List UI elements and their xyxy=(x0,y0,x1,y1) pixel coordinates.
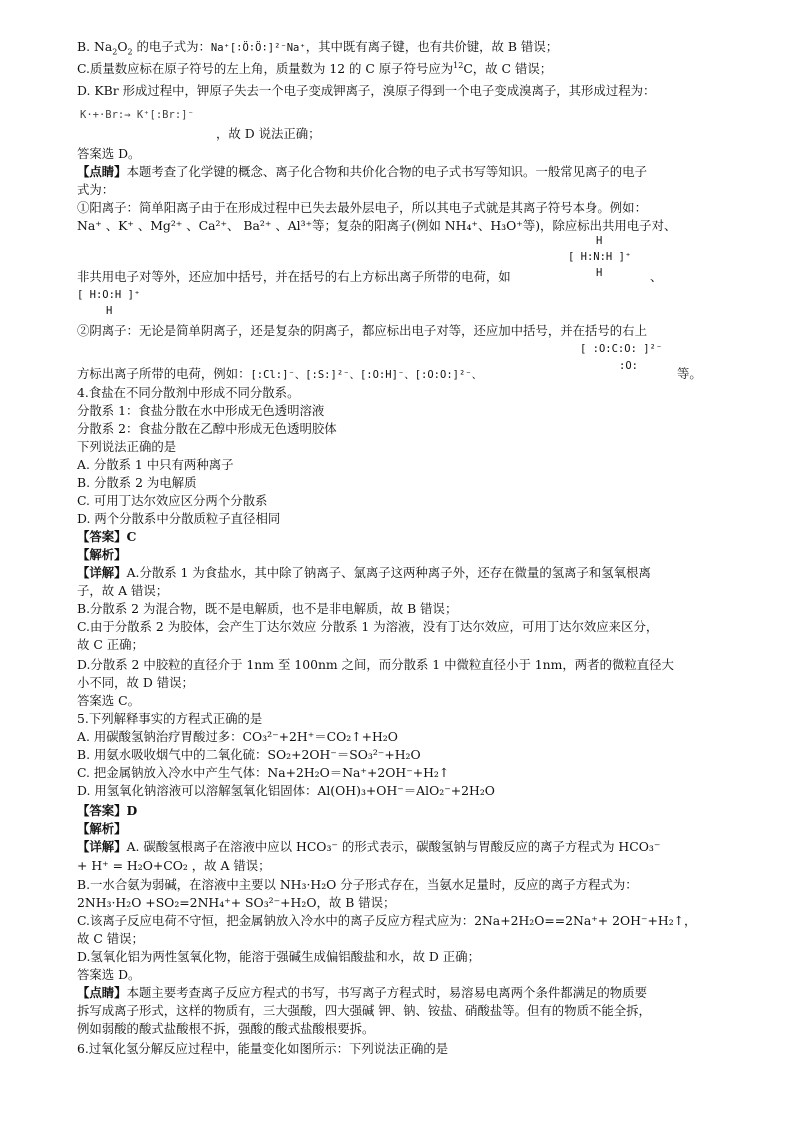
q3-option-b-line: B. $Na_2O_2$ 的电子式为：Na⁺[∶Ö∶Ö∶]²⁻Na⁺，其中既有离子键，也有共价键，故 B 错误； xyxy=(77,39,559,57)
q5-option-a: A. 用碳酸氢钠治疗胃酸过多：CO₃²⁻+2H⁺＝CO₂↑+H₂O xyxy=(77,729,398,744)
anion-examples: [:Cl:]⁻、[:S:]²⁻、[:O:H]⁻、[:O:O:]²⁻、 xyxy=(250,369,483,381)
q4-analysis-label: 【解析】 xyxy=(77,547,127,562)
q5-note-3: 例如弱酸的酸式盐酸根不拆，强酸的酸式盐酸根要拆。 xyxy=(77,1021,375,1036)
q4-detail-2: B.分散系 2 为混合物，既不是电解质，也不是非电解质，故 B 错误； xyxy=(77,601,458,616)
cation-line-3: 非共用电子对等外，还应加中括号，并在括号的右上方标出离子所带的电荷，如 xyxy=(77,269,511,284)
h3o-bottom: H xyxy=(106,305,113,317)
q5-note-1: 【点睛】本题主要考查离子反应方程式的书写，书写离子方程式时，易溶易电离两个条件都满足的物质要 xyxy=(77,985,647,1000)
co3-bottom: :O: xyxy=(619,360,638,372)
q4-answer: 【答案】C xyxy=(77,529,137,544)
q4-detail-4b: 小不同，故 D 错误； xyxy=(77,675,194,690)
nh4-formula: [ H:N:H ]⁺ xyxy=(568,251,632,263)
q3-option-c-line: C.质量数应标在原子符号的左上角，质量数为 12 的 C 原子符号应为$^{12}$C，故 C 错误； xyxy=(77,60,553,76)
q5-detail-3b: 故 C 错误； xyxy=(77,931,144,946)
q4-stem: 4.食盐在不同分散剂中形成不同分散系。 xyxy=(77,385,300,400)
q6-stem: 6.过氧化氢分解反应过程中，能量变化如图所示：下列说法正确的是 xyxy=(77,1041,449,1056)
q4-detail-1b: 子，故 A 错误； xyxy=(77,583,169,598)
q4-ask: 下列说法正确的是 xyxy=(77,439,177,454)
q4-option-d: D. 两个分散系中分散质粒子直径相同 xyxy=(77,511,281,526)
kbr-formation-formula: K·+·Br:→ K⁺[:Br:]⁻ xyxy=(80,109,194,121)
q4-option-b: B. 分散系 2 为电解质 xyxy=(77,475,197,490)
q4-detail-4a: D.分散系 2 中胶粒的直径介于 1nm 至 100nm 之间，而分散系 1 中微粒直径小于 1nm，两者的微粒直径大 xyxy=(77,657,674,672)
cation-line-2: Na⁺ 、K⁺ 、Mg²⁺ 、Ca²⁺、 Ba²⁺ 、Al³⁺等；复杂的阳离子(例如 NH₄⁺、H₃O⁺等)，除应标出共用电子对、 xyxy=(77,218,677,233)
q4-detail-1a: 【详解】A.分散系 1 为食盐水，其中除了钠离子、氯离子这两种离子外，还存在微量的氢离子和氢氧根离 xyxy=(77,565,651,580)
anion-line-2-end: 等。 xyxy=(677,366,702,381)
anion-line-1: ②阴离子：无论是简单阴离子，还是复杂的阴离子，都应标出电子对等，还应加中括号，并在括号的右上 xyxy=(77,323,647,338)
q5-option-c: C. 把金属钠放入冷水中产生气体：Na+2H₂O＝Na⁺+2OH⁻+H₂↑ xyxy=(77,765,450,780)
cation-line-1: ①阳离子：简单阳离子由于在形成过程中已失去最外层电子，所以其电子式就是其离子符号本身。例如： xyxy=(77,200,647,215)
q5-stem: 5.下列解释事实的方程式正确的是 xyxy=(77,711,263,726)
q5-detail-1a: 【详解】A. 碳酸氢根离子在溶液中应以 HCO₃⁻ 的形式表示，碳酸氢钠与胃酸反应的离子方程式为 HCO₃⁻ xyxy=(77,839,661,854)
q5-analysis-label: 【解析】 xyxy=(77,821,127,836)
nh4-bottom: H xyxy=(596,267,603,279)
q4-detail-3a: C.由于分散系 2 为胶体，会产生丁达尔效应 分散系 1 为溶液，没有丁达尔效应，可用丁达尔效应来区分， xyxy=(77,619,659,634)
q5-note-2: 拆写成离子形式，这样的物质有，三大强酸，四大强碱 钾、钠、铵盐、硝酸盐等。但有的物质不能全拆， xyxy=(77,1003,651,1018)
anion-line-2: 方标出离子所带的电荷，例如：[:Cl:]⁻、[:S:]²⁻、[:O:H]⁻、[:O:O:]²⁻、 xyxy=(77,366,483,381)
q5-detail-1b: + H⁺ = H₂O+CO₂ ，故 A 错误； xyxy=(77,858,271,873)
q5-option-b: B. 用氨水吸收烟气中的二氧化硫：SO₂+2OH⁻＝SO₃²⁻+H₂O xyxy=(77,747,421,762)
q3-answer: 答案选 D。 xyxy=(77,146,141,161)
q3-option-d-tail: ，故 D 说法正确； xyxy=(216,126,321,141)
q5-detail-2b: 2NH₃·H₂O +SO₂=2NH₄⁺+ SO₃²⁻+H₂O，故 B 错误； xyxy=(77,895,396,910)
q3-note-line-1: 【点睛】本题考查了化学键的概念、离子化合物和共价化合物的电子式书写等知识。一般常见离子的电子 xyxy=(77,164,647,179)
q3-note-line-2: 式为： xyxy=(77,182,115,197)
q5-answer: 【答案】D xyxy=(77,803,138,818)
q4-system-2: 分散系 2：食盐分散在乙醇中形成无色透明胶体 xyxy=(77,421,337,436)
q4-system-1: 分散系 1：食盐分散在水中形成无色透明溶液 xyxy=(77,403,325,418)
na2o2-electron-formula: Na⁺[∶Ö∶Ö∶]²⁻Na⁺ xyxy=(210,42,306,54)
q4-option-a: A. 分散系 1 中只有两种离子 xyxy=(77,457,234,472)
nh4-top: H xyxy=(596,235,603,247)
q4-detail-3b: 故 C 正确； xyxy=(77,637,144,652)
q4-final: 答案选 C。 xyxy=(77,693,140,708)
q5-detail-4: D.氢氧化铝为两性氢氧化物，能溶于强碱生成偏铝酸盐和水，故 D 正确； xyxy=(77,949,480,964)
q3-option-d-line: D. KBr 形成过程中，钾原子失去一个电子变成钾离子，溴原子得到一个电子变成溴离子，其形成过程为： xyxy=(77,83,656,98)
q5-option-d: D. 用氢氧化钠溶液可以溶解氢氧化铝固体：Al(OH)₃+OH⁻＝AlO₂⁻+2H₂O xyxy=(77,783,495,798)
q5-detail-3a: C.该离子反应电荷不守恒，把金属钠放入冷水中的离子反应方程式应为：2Na+2H₂O==2Na⁺+ 2OH⁻+H₂↑， xyxy=(77,913,697,928)
h3o-formula: [ H:O:H ]⁺ xyxy=(77,289,141,301)
q5-final: 答案选 D。 xyxy=(77,967,141,982)
co3-formula: [ :O:C:O: ]²⁻ xyxy=(580,343,663,355)
q5-detail-2a: B.一水合氨为弱碱，在溶液中主要以 NH₃·H₂O 分子形式存在，当氨水足量时，反应的离子方程式为： xyxy=(77,877,638,892)
cation-line-3-separator: 、 xyxy=(650,269,663,284)
q4-option-c: C. 可用丁达尔效应区分两个分散系 xyxy=(77,493,268,508)
